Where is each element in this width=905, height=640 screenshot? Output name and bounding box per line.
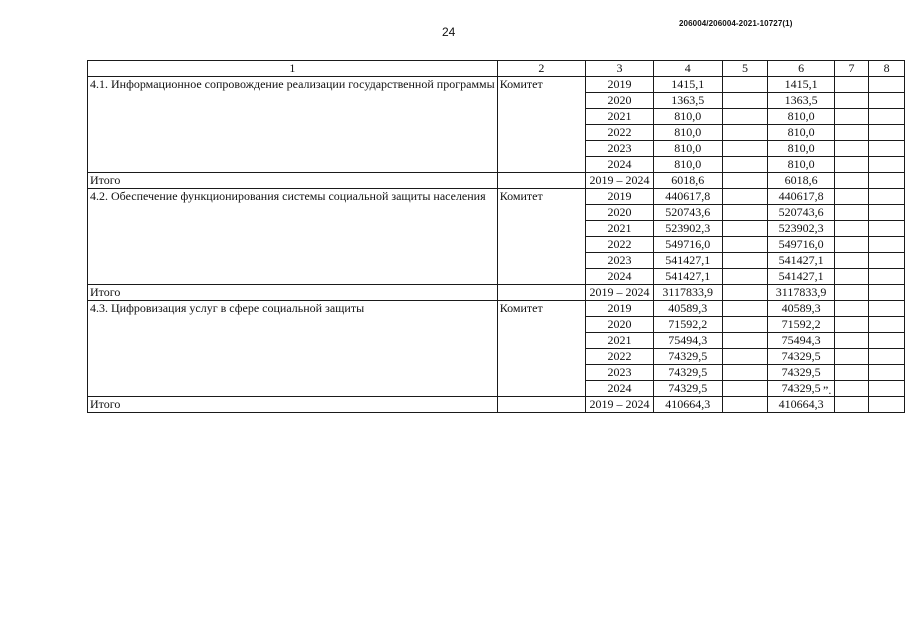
col4-value-cell: 74329,5 bbox=[653, 365, 722, 381]
col5-empty-cell bbox=[722, 237, 768, 253]
header-row bbox=[88, 61, 905, 77]
col8-empty-cell bbox=[869, 125, 905, 141]
total-col7-empty bbox=[834, 173, 868, 189]
col6-value-cell: 549716,0 bbox=[768, 237, 834, 253]
measure-title: 4.3. Цифровизация услуг в сфере социальной защиты bbox=[88, 301, 498, 397]
col8-empty-cell bbox=[869, 189, 905, 205]
col5-empty-cell bbox=[722, 141, 768, 157]
total-col6-value: 6018,6 bbox=[768, 173, 834, 189]
col4-value-cell: 1415,1 bbox=[653, 77, 722, 93]
table-header bbox=[88, 61, 905, 77]
year-cell: 2019 bbox=[586, 301, 654, 317]
total-col6-value: 3117833,9 bbox=[768, 285, 834, 301]
col4-value-cell: 71592,2 bbox=[653, 317, 722, 333]
col4-value-cell: 75494,3 bbox=[653, 333, 722, 349]
header-col-4: 4 bbox=[653, 61, 722, 77]
total-col7-empty bbox=[834, 397, 868, 413]
col6-value-cell: 810,0 bbox=[768, 109, 834, 125]
col7-empty-cell bbox=[834, 109, 868, 125]
col5-empty-cell bbox=[722, 125, 768, 141]
col7-empty-cell bbox=[834, 125, 868, 141]
col6-value-cell: 1363,5 bbox=[768, 93, 834, 109]
col8-empty-cell bbox=[869, 93, 905, 109]
col7-empty-cell bbox=[834, 269, 868, 285]
year-cell: 2022 bbox=[586, 125, 654, 141]
col5-empty-cell bbox=[722, 205, 768, 221]
col5-empty-cell bbox=[722, 333, 768, 349]
col6-value-cell: 71592,2 bbox=[768, 317, 834, 333]
col8-empty-cell bbox=[869, 141, 905, 157]
total-row bbox=[88, 397, 905, 413]
total-col7-empty bbox=[834, 285, 868, 301]
year-cell: 2022 bbox=[586, 237, 654, 253]
col8-empty-cell bbox=[869, 333, 905, 349]
header-col-8: 8 bbox=[869, 61, 905, 77]
total-row bbox=[88, 173, 905, 189]
col8-empty-cell bbox=[869, 301, 905, 317]
year-cell: 2023 bbox=[586, 253, 654, 269]
col7-empty-cell bbox=[834, 237, 868, 253]
col7-empty-cell bbox=[834, 77, 868, 93]
col4-value-cell: 541427,1 bbox=[653, 253, 722, 269]
header-col-1: 1 bbox=[88, 61, 498, 77]
col7-empty-cell bbox=[834, 221, 868, 237]
col7-empty-cell bbox=[834, 365, 868, 381]
year-cell: 2020 bbox=[586, 317, 654, 333]
col8-empty-cell bbox=[869, 317, 905, 333]
total-label: Итого bbox=[88, 173, 498, 189]
col8-empty-cell bbox=[869, 205, 905, 221]
year-cell: 2019 bbox=[586, 189, 654, 205]
col5-empty-cell bbox=[722, 301, 768, 317]
col5-empty-cell bbox=[722, 221, 768, 237]
col7-empty-cell bbox=[834, 381, 868, 397]
total-label: Итого bbox=[88, 397, 498, 413]
total-col5-empty bbox=[722, 397, 768, 413]
col5-empty-cell bbox=[722, 381, 768, 397]
col6-value-cell: 75494,3 bbox=[768, 333, 834, 349]
col8-empty-cell bbox=[869, 157, 905, 173]
document-id: 206004/206004-2021-10727(1) bbox=[679, 19, 793, 28]
col8-empty-cell bbox=[869, 237, 905, 253]
year-cell: 2022 bbox=[586, 349, 654, 365]
col7-empty-cell bbox=[834, 205, 868, 221]
table-body bbox=[88, 77, 905, 413]
col4-value-cell: 541427,1 bbox=[653, 269, 722, 285]
total-col8-empty bbox=[869, 285, 905, 301]
table-row bbox=[88, 301, 905, 317]
col5-empty-cell bbox=[722, 269, 768, 285]
col7-empty-cell bbox=[834, 349, 868, 365]
total-col8-empty bbox=[869, 173, 905, 189]
col6-value-cell: 74329,5 bbox=[768, 381, 834, 397]
col8-empty-cell bbox=[869, 269, 905, 285]
year-cell: 2024 bbox=[586, 381, 654, 397]
year-cell: 2024 bbox=[586, 157, 654, 173]
col6-value-cell: 1415,1 bbox=[768, 77, 834, 93]
col5-empty-cell bbox=[722, 317, 768, 333]
executor-cell: Комитет bbox=[497, 301, 585, 397]
col4-value-cell: 810,0 bbox=[653, 125, 722, 141]
col4-value-cell: 40589,3 bbox=[653, 301, 722, 317]
col6-value-cell: 810,0 bbox=[768, 125, 834, 141]
col8-empty-cell bbox=[869, 109, 905, 125]
total-period: 2019 – 2024 bbox=[586, 173, 654, 189]
total-col5-empty bbox=[722, 285, 768, 301]
col7-empty-cell bbox=[834, 333, 868, 349]
col5-empty-cell bbox=[722, 109, 768, 125]
col5-empty-cell bbox=[722, 253, 768, 269]
col7-empty-cell bbox=[834, 141, 868, 157]
table-row bbox=[88, 189, 905, 205]
header-col-6: 6 bbox=[768, 61, 834, 77]
col6-value-cell: 541427,1 bbox=[768, 253, 834, 269]
col8-empty-cell bbox=[869, 365, 905, 381]
col4-value-cell: 520743,6 bbox=[653, 205, 722, 221]
year-cell: 2020 bbox=[586, 205, 654, 221]
year-cell: 2021 bbox=[586, 333, 654, 349]
col7-empty-cell bbox=[834, 301, 868, 317]
col4-value-cell: 810,0 bbox=[653, 109, 722, 125]
closing-quote-mark: ”. bbox=[823, 383, 832, 397]
col7-empty-cell bbox=[834, 93, 868, 109]
header-col-3: 3 bbox=[586, 61, 654, 77]
total-row bbox=[88, 285, 905, 301]
table-row bbox=[88, 77, 905, 93]
total-col4-value: 410664,3 bbox=[653, 397, 722, 413]
header-col-5: 5 bbox=[722, 61, 768, 77]
col5-empty-cell bbox=[722, 93, 768, 109]
year-cell: 2024 bbox=[586, 269, 654, 285]
col7-empty-cell bbox=[834, 157, 868, 173]
col4-value-cell: 523902,3 bbox=[653, 221, 722, 237]
col5-empty-cell bbox=[722, 349, 768, 365]
total-col4-value: 3117833,9 bbox=[653, 285, 722, 301]
header-col-7: 7 bbox=[834, 61, 868, 77]
year-cell: 2023 bbox=[586, 141, 654, 157]
col6-value-cell: 523902,3 bbox=[768, 221, 834, 237]
col4-value-cell: 810,0 bbox=[653, 157, 722, 173]
year-cell: 2020 bbox=[586, 93, 654, 109]
col6-value-cell: 520743,6 bbox=[768, 205, 834, 221]
total-executor-empty bbox=[497, 173, 585, 189]
col8-empty-cell bbox=[869, 381, 905, 397]
total-period: 2019 – 2024 bbox=[586, 285, 654, 301]
col4-value-cell: 440617,8 bbox=[653, 189, 722, 205]
col4-value-cell: 549716,0 bbox=[653, 237, 722, 253]
col5-empty-cell bbox=[722, 157, 768, 173]
col4-value-cell: 74329,5 bbox=[653, 349, 722, 365]
col5-empty-cell bbox=[722, 77, 768, 93]
col6-value-cell: 810,0 bbox=[768, 157, 834, 173]
total-col8-empty bbox=[869, 397, 905, 413]
col6-value-cell: 74329,5 bbox=[768, 349, 834, 365]
col5-empty-cell bbox=[722, 189, 768, 205]
col8-empty-cell bbox=[869, 77, 905, 93]
col7-empty-cell bbox=[834, 317, 868, 333]
col6-value-cell: 440617,8 bbox=[768, 189, 834, 205]
year-cell: 2019 bbox=[586, 77, 654, 93]
total-period: 2019 – 2024 bbox=[586, 397, 654, 413]
year-cell: 2021 bbox=[586, 109, 654, 125]
total-col6-value: 410664,3 bbox=[768, 397, 834, 413]
executor-cell: Комитет bbox=[497, 77, 585, 173]
total-executor-empty bbox=[497, 397, 585, 413]
col8-empty-cell bbox=[869, 349, 905, 365]
year-cell: 2023 bbox=[586, 365, 654, 381]
measure-title: 4.2. Обеспечение функционирования системы социальной защиты населения bbox=[88, 189, 498, 285]
col4-value-cell: 74329,5 bbox=[653, 381, 722, 397]
col6-value-cell: 74329,5 bbox=[768, 365, 834, 381]
measure-title: 4.1. Информационное сопровождение реализации государственной программы bbox=[88, 77, 498, 173]
col6-value-cell: 40589,3 bbox=[768, 301, 834, 317]
col7-empty-cell bbox=[834, 189, 868, 205]
total-executor-empty bbox=[497, 285, 585, 301]
executor-cell: Комитет bbox=[497, 189, 585, 285]
total-label: Итого bbox=[88, 285, 498, 301]
budget-table bbox=[87, 60, 905, 413]
total-col4-value: 6018,6 bbox=[653, 173, 722, 189]
header-col-2: 2 bbox=[497, 61, 585, 77]
col6-value-cell: 810,0 bbox=[768, 141, 834, 157]
year-cell: 2021 bbox=[586, 221, 654, 237]
page-number: 24 bbox=[442, 25, 456, 39]
col4-value-cell: 810,0 bbox=[653, 141, 722, 157]
col7-empty-cell bbox=[834, 253, 868, 269]
col6-value-cell: 541427,1 bbox=[768, 269, 834, 285]
col4-value-cell: 1363,5 bbox=[653, 93, 722, 109]
col8-empty-cell bbox=[869, 253, 905, 269]
col5-empty-cell bbox=[722, 365, 768, 381]
col8-empty-cell bbox=[869, 221, 905, 237]
total-col5-empty bbox=[722, 173, 768, 189]
